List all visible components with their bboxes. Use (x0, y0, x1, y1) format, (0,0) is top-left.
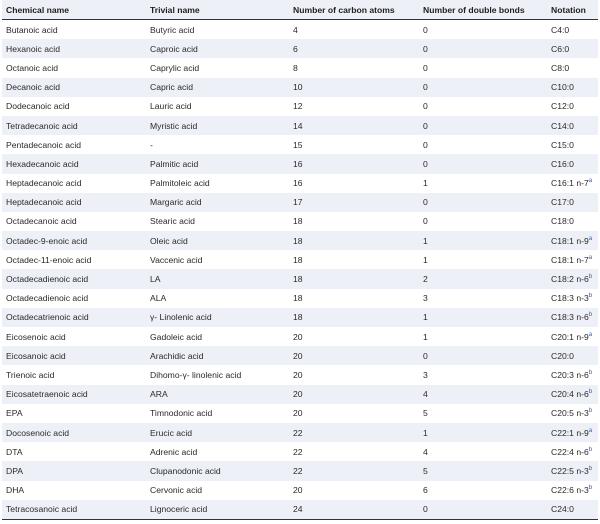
cell-carbon-atoms: 20 (289, 385, 419, 404)
cell-double-bonds: 1 (419, 308, 547, 327)
table-row (2, 481, 598, 500)
table-row (2, 39, 598, 58)
cell-chemical-name: Trienoic acid (6, 369, 55, 380)
table-body (2, 20, 598, 520)
table-row (2, 461, 598, 480)
cell-trivial-name: Clupanodonic acid (146, 461, 289, 480)
notation-text: C22:6 n-3 (551, 485, 589, 496)
cell-trivial-name: Arachidic acid (146, 346, 289, 365)
cell-trivial-name: Timnodonic acid (150, 408, 213, 419)
cell-double-bonds: 0 (419, 346, 547, 365)
cell-trivial-name: ALA (150, 293, 167, 304)
cell-chemical-name: Octadecadienoic acid (2, 269, 146, 288)
header-chemical-name: Chemical name (2, 0, 146, 20)
table-header (2, 0, 598, 20)
cell-carbon-atoms: 16 (293, 178, 303, 189)
cell-chemical-name: Butanoic acid (6, 24, 58, 35)
cell-notation (547, 231, 598, 250)
cell-double-bonds: 5 (423, 408, 428, 419)
notation-text: C20:4 n-6 (551, 389, 589, 400)
cell-double-bonds: 0 (423, 62, 428, 73)
cell-trivial-name: Stearic acid (150, 216, 195, 227)
cell-trivial-name: Adrenic acid (150, 446, 198, 457)
table-row (2, 250, 598, 269)
notation-text: C10:0 (551, 82, 574, 93)
cell-trivial-name: Caprylic acid (150, 62, 200, 73)
footnote-marker: b (588, 485, 593, 492)
cell-chemical-name: Octadecanoic acid (6, 216, 77, 227)
cell-notation (547, 269, 598, 288)
cell-chemical-name: Octanoic acid (6, 62, 59, 73)
footnote-marker: a (588, 331, 593, 338)
cell-double-bonds: 0 (423, 101, 428, 112)
cell-carbon-atoms: 20 (293, 331, 303, 342)
cell-trivial-name: Butyric acid (150, 24, 195, 35)
footnote-marker: b (588, 293, 593, 300)
notation-text: C20:1 n-9 (551, 331, 589, 342)
cell-chemical-name: Octadec-11-enoic acid (6, 254, 92, 265)
cell-notation (547, 308, 598, 327)
cell-chemical-name: Docosenoic acid (2, 423, 146, 442)
cell-notation (547, 250, 598, 269)
cell-notation (547, 442, 598, 461)
cell-double-bonds: 3 (423, 369, 428, 380)
cell-carbon-atoms: 18 (293, 254, 303, 265)
notation-text: C20:3 n-6 (551, 369, 589, 380)
cell-notation (547, 346, 598, 365)
cell-chemical-name: DTA (6, 446, 23, 457)
notation-text: C18:0 (551, 216, 574, 227)
cell-double-bonds: 0 (419, 78, 547, 97)
table-row (2, 78, 598, 97)
cell-double-bonds: 4 (419, 385, 547, 404)
cell-trivial-name: Capric acid (146, 78, 289, 97)
cell-chemical-name: Tetracosanoic acid (2, 500, 146, 520)
cell-chemical-name: Heptadecanoic acid (2, 193, 146, 212)
table-row (2, 308, 598, 327)
cell-carbon-atoms: 24 (289, 500, 419, 520)
cell-notation (547, 385, 598, 404)
footnote-marker: a (588, 235, 593, 242)
notation-text: C18:1 n-7 (551, 254, 589, 265)
table-row (2, 327, 598, 346)
cell-chemical-name: Tetradecanoic acid (2, 116, 146, 135)
footnote-marker: b (588, 465, 593, 472)
cell-chemical-name: Octadec-9-enoic acid (2, 231, 146, 250)
table-row (2, 212, 598, 231)
footnote-marker: b (588, 389, 593, 396)
cell-double-bonds: 1 (423, 331, 428, 342)
cell-trivial-name: Myristic acid (146, 116, 289, 135)
cell-notation (547, 423, 598, 442)
notation-text: C16:0 (551, 158, 574, 169)
notation-text: C22:1 n-9 (551, 427, 589, 438)
cell-double-bonds: 0 (419, 116, 547, 135)
cell-chemical-name: DPA (2, 461, 146, 480)
cell-trivial-name: ARA (146, 385, 289, 404)
cell-notation (547, 365, 598, 384)
table-row (2, 154, 598, 173)
table-row (2, 116, 598, 135)
cell-chemical-name: Eicosenoic acid (6, 331, 66, 342)
cell-carbon-atoms: 4 (293, 24, 298, 35)
cell-notation (547, 461, 598, 480)
table-row (2, 289, 598, 308)
header-notation: Notation (547, 0, 598, 20)
cell-trivial-name: γ- Linolenic acid (146, 308, 289, 327)
cell-notation (547, 78, 598, 97)
cell-carbon-atoms: 18 (289, 308, 419, 327)
notation-text: C17:0 (551, 197, 574, 208)
cell-chemical-name: Dodecanoic acid (6, 101, 70, 112)
footnote-marker: a (588, 254, 593, 261)
cell-chemical-name: Eicosanoic acid (2, 346, 146, 365)
cell-trivial-name: Cervonic acid (150, 485, 203, 496)
table-row (2, 269, 598, 288)
notation-text: C16:1 n-7 (551, 178, 589, 189)
cell-trivial-name: Palmitic acid (146, 154, 289, 173)
cell-chemical-name: Octadecatrienoic acid (2, 308, 146, 327)
notation-text: C15:0 (551, 139, 574, 150)
table-row (2, 346, 598, 365)
footnote-marker: a (588, 427, 593, 434)
cell-double-bonds: 0 (419, 39, 547, 58)
cell-carbon-atoms: 14 (289, 116, 419, 135)
cell-carbon-atoms: 15 (293, 139, 303, 150)
cell-double-bonds: 0 (419, 154, 547, 173)
cell-double-bonds: 1 (423, 254, 428, 265)
table-row (2, 58, 598, 77)
cell-notation (547, 481, 598, 500)
cell-carbon-atoms: 17 (289, 193, 419, 212)
cell-chemical-name: Pentadecanoic acid (6, 139, 82, 150)
header-trivial-name: Trivial name (146, 0, 289, 20)
table-row (2, 174, 598, 193)
notation-text: C8:0 (551, 62, 570, 73)
cell-notation (547, 135, 598, 154)
cell-trivial-name: Caproic acid (146, 39, 289, 58)
cell-carbon-atoms: 20 (289, 346, 419, 365)
cell-trivial-name: Lauric acid (150, 101, 192, 112)
cell-double-bonds: 6 (423, 485, 428, 496)
cell-notation (547, 212, 598, 231)
cell-double-bonds: 3 (423, 293, 428, 304)
cell-trivial-name: - (150, 139, 153, 150)
notation-text: C22:4 n-6 (551, 446, 589, 457)
cell-chemical-name: Hexanoic acid (2, 39, 146, 58)
table-row (2, 231, 598, 250)
fatty-acid-table (2, 0, 598, 520)
cell-double-bonds: 1 (423, 178, 428, 189)
notation-text: C6:0 (551, 43, 570, 54)
cell-carbon-atoms: 6 (289, 39, 419, 58)
cell-chemical-name: Decanoic acid (2, 78, 146, 97)
cell-double-bonds: 1 (419, 423, 547, 442)
footnote-marker: b (588, 408, 593, 415)
cell-chemical-name: Octadecadienoic acid (6, 293, 89, 304)
cell-carbon-atoms: 18 (293, 293, 303, 304)
header-row (2, 0, 598, 20)
notation-text: C18:3 n-3 (551, 293, 589, 304)
cell-double-bonds: 5 (419, 461, 547, 480)
table-row (2, 20, 598, 40)
cell-carbon-atoms: 12 (293, 101, 303, 112)
cell-notation (547, 58, 598, 77)
cell-notation (547, 154, 598, 173)
table-row (2, 423, 598, 442)
cell-chemical-name: Heptadecanoic acid (6, 178, 82, 189)
notation-text: C20:0 (551, 350, 574, 361)
footnote-marker: b (588, 369, 593, 376)
table-row (2, 97, 598, 116)
notation-text: C24:0 (551, 504, 574, 515)
cell-carbon-atoms: 16 (289, 154, 419, 173)
header-carbon-atoms: Number of carbon atoms (289, 0, 419, 20)
cell-trivial-name: Oleic acid (146, 231, 289, 250)
cell-double-bonds: 1 (419, 231, 547, 250)
cell-trivial-name: Palmitoleic acid (150, 178, 210, 189)
cell-carbon-atoms: 22 (289, 461, 419, 480)
cell-notation (547, 97, 598, 116)
cell-notation (547, 289, 598, 308)
cell-trivial-name: Margaric acid (146, 193, 289, 212)
cell-notation (547, 193, 598, 212)
cell-double-bonds: 2 (419, 269, 547, 288)
cell-double-bonds: 4 (423, 446, 428, 457)
cell-notation (547, 500, 598, 520)
cell-carbon-atoms: 22 (289, 423, 419, 442)
cell-carbon-atoms: 20 (293, 485, 303, 496)
footnote-marker: b (588, 312, 593, 319)
table-row (2, 442, 598, 461)
cell-carbon-atoms: 20 (293, 369, 303, 380)
cell-carbon-atoms: 18 (289, 231, 419, 250)
footnote-marker: b (588, 446, 593, 453)
cell-double-bonds: 0 (423, 216, 428, 227)
cell-notation (547, 20, 598, 40)
cell-trivial-name: Dihomo-γ- linolenic acid (150, 369, 242, 380)
cell-carbon-atoms: 22 (293, 446, 303, 457)
cell-trivial-name: Erucic acid (146, 423, 289, 442)
notation-text: C4:0 (551, 24, 570, 35)
table-row (2, 404, 598, 423)
cell-double-bonds: 0 (419, 193, 547, 212)
cell-chemical-name: Eicosatetraenoic acid (2, 385, 146, 404)
notation-text: C12:0 (551, 101, 574, 112)
notation-text: C18:3 n-6 (551, 312, 589, 323)
cell-trivial-name: Vaccenic acid (150, 254, 203, 265)
cell-notation (547, 116, 598, 135)
cell-carbon-atoms: 8 (293, 62, 298, 73)
cell-chemical-name: Hexadecanoic acid (2, 154, 146, 173)
cell-double-bonds: 0 (419, 500, 547, 520)
table-row (2, 193, 598, 212)
notation-text: C22:5 n-3 (551, 465, 589, 476)
notation-text: C14:0 (551, 120, 574, 131)
cell-chemical-name: EPA (6, 408, 23, 419)
cell-notation (547, 39, 598, 58)
notation-text: C18:1 n-9 (551, 235, 589, 246)
cell-notation (547, 174, 598, 193)
footnote-marker: a (588, 178, 593, 185)
cell-double-bonds: 0 (423, 24, 428, 35)
cell-carbon-atoms: 10 (289, 78, 419, 97)
cell-notation (547, 327, 598, 346)
cell-double-bonds: 0 (423, 139, 428, 150)
table-row (2, 500, 598, 520)
cell-carbon-atoms: 18 (293, 216, 303, 227)
table-row (2, 365, 598, 384)
footnote-marker: b (588, 274, 593, 281)
cell-notation (547, 404, 598, 423)
cell-trivial-name: Lignoceric acid (146, 500, 289, 520)
cell-chemical-name: DHA (6, 485, 25, 496)
notation-text: C20:5 n-3 (551, 408, 589, 419)
cell-trivial-name: Gadoleic acid (150, 331, 203, 342)
header-double-bonds: Number of double bonds (419, 0, 547, 20)
cell-trivial-name: LA (146, 269, 289, 288)
table-row (2, 385, 598, 404)
table-row (2, 135, 598, 154)
cell-carbon-atoms: 20 (293, 408, 303, 419)
notation-text: C18:2 n-6 (551, 274, 589, 285)
cell-carbon-atoms: 18 (289, 269, 419, 288)
